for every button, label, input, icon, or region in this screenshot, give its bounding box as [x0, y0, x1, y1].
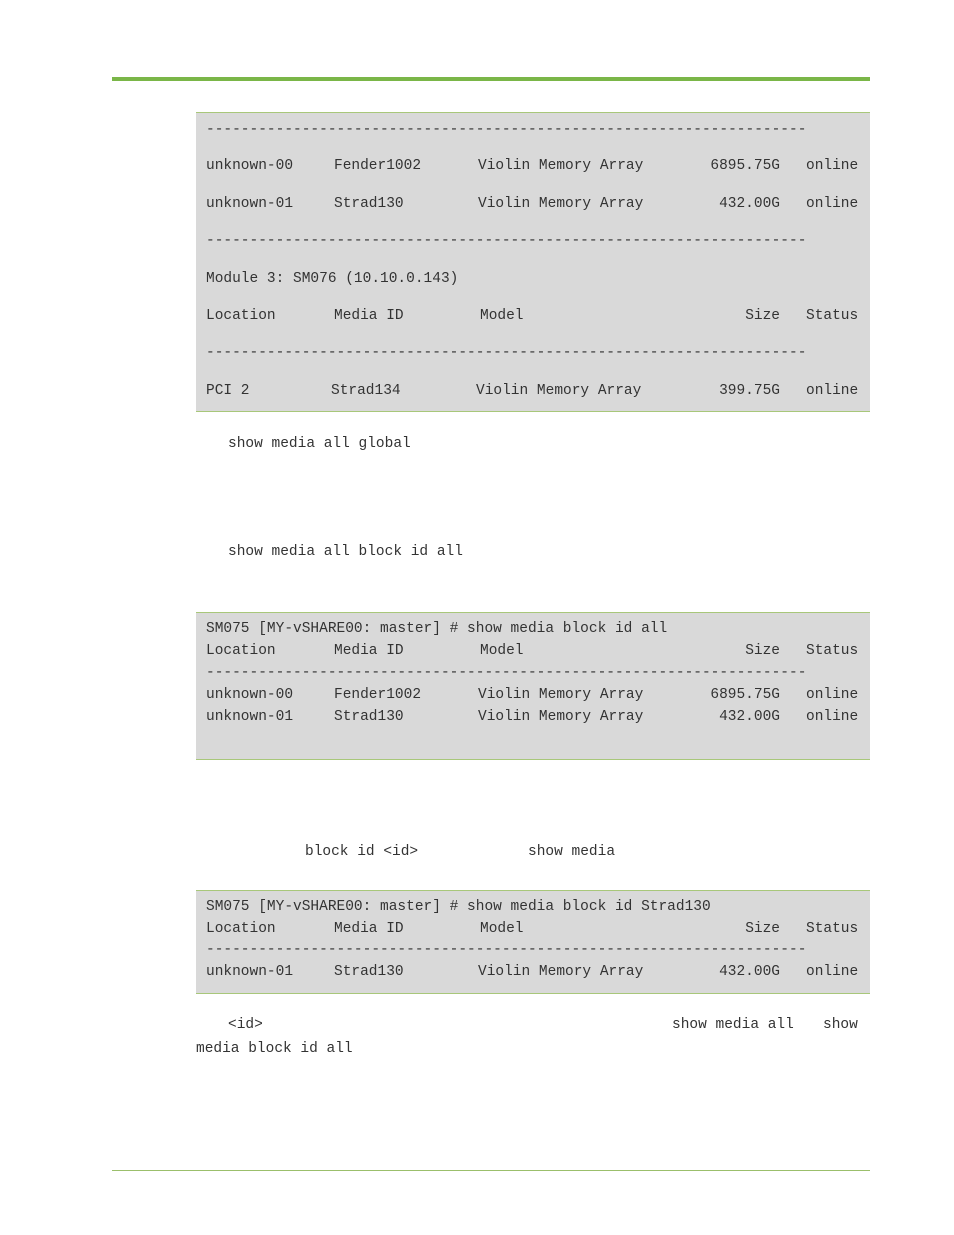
cell-size: 432.00G: [719, 709, 780, 725]
inline-code: show: [823, 1017, 858, 1033]
table-row: [206, 963, 860, 981]
cell-location: unknown-00: [206, 158, 294, 174]
table-row: [206, 382, 860, 400]
cell-status: online: [806, 158, 859, 174]
cell-status: online: [806, 687, 859, 703]
cell-media-id: Strad134: [331, 383, 401, 399]
code-block-block-id-strad130: [196, 890, 870, 994]
header-media-id: Media ID: [334, 921, 404, 937]
header-size: Size: [745, 308, 780, 324]
table-row: [206, 686, 860, 704]
footer-rule: [112, 1170, 870, 1171]
cell-model: Violin Memory Array: [478, 158, 644, 174]
header-rule: [112, 77, 870, 81]
command-prompt: SM075 [MY-vSHARE00: master] # show media block id Strad130: [206, 899, 711, 915]
header-model: Model: [480, 643, 524, 659]
dash-line: ---------------------------------------------------------------------: [206, 665, 807, 681]
module-title: Module 3: SM076 (10.10.0.143): [206, 271, 459, 287]
cell-media-id: Fender1002: [334, 158, 422, 174]
header-media-id: Media ID: [334, 643, 404, 659]
cell-media-id: Strad130: [334, 196, 404, 212]
cell-status: online: [806, 383, 859, 399]
cell-model: Violin Memory Array: [476, 383, 642, 399]
cell-status: online: [806, 709, 859, 725]
command-text: show media all block id all: [228, 544, 463, 560]
dash-line: ---------------------------------------------------------------------: [206, 122, 807, 138]
cell-media-id: Fender1002: [334, 687, 422, 703]
cell-status: online: [806, 196, 859, 212]
cell-media-id: Strad130: [334, 709, 404, 725]
table-header: [206, 307, 860, 325]
dash-line: ---------------------------------------------------------------------: [206, 233, 807, 249]
table-row: [206, 157, 860, 175]
header-size: Size: [745, 643, 780, 659]
header-model: Model: [480, 308, 524, 324]
header-media-id: Media ID: [334, 308, 404, 324]
header-status: Status: [806, 921, 859, 937]
cell-model: Violin Memory Array: [478, 709, 644, 725]
cell-location: PCI 2: [206, 383, 250, 399]
cell-location: unknown-01: [206, 709, 294, 725]
command-prompt: SM075 [MY-vSHARE00: master] # show media block id all: [206, 621, 668, 637]
cell-location: unknown-00: [206, 687, 294, 703]
header-model: Model: [480, 921, 524, 937]
inline-code: media block id all: [196, 1041, 353, 1057]
code-block-block-id-all: [196, 612, 870, 760]
cell-size: 432.00G: [719, 196, 780, 212]
cell-location: unknown-01: [206, 964, 294, 980]
inline-code: block id <id>: [305, 844, 419, 860]
header-status: Status: [806, 308, 859, 324]
cell-size: 6895.75G: [710, 687, 780, 703]
code-block-media-global: [196, 112, 870, 412]
cell-media-id: Strad130: [334, 964, 404, 980]
header-size: Size: [745, 921, 780, 937]
cell-model: Violin Memory Array: [478, 196, 644, 212]
table-header: [206, 642, 860, 660]
cell-size: 6895.75G: [710, 158, 780, 174]
inline-code: show media: [528, 844, 616, 860]
cell-model: Violin Memory Array: [478, 687, 644, 703]
header-location: Location: [206, 308, 276, 324]
header-location: Location: [206, 921, 276, 937]
cell-model: Violin Memory Array: [478, 964, 644, 980]
cell-status: online: [806, 964, 859, 980]
dash-line: ---------------------------------------------------------------------: [206, 942, 807, 958]
cell-size: 399.75G: [719, 383, 780, 399]
inline-code: show media all: [672, 1017, 794, 1033]
command-text: show media all global: [228, 436, 411, 452]
table-row: [206, 708, 860, 726]
cell-location: unknown-01: [206, 196, 294, 212]
table-header: [206, 920, 860, 938]
header-location: Location: [206, 643, 276, 659]
header-status: Status: [806, 643, 859, 659]
table-row: [206, 195, 860, 213]
dash-line: ---------------------------------------------------------------------: [206, 345, 807, 361]
cell-size: 432.00G: [719, 964, 780, 980]
inline-code: <id>: [228, 1017, 263, 1033]
